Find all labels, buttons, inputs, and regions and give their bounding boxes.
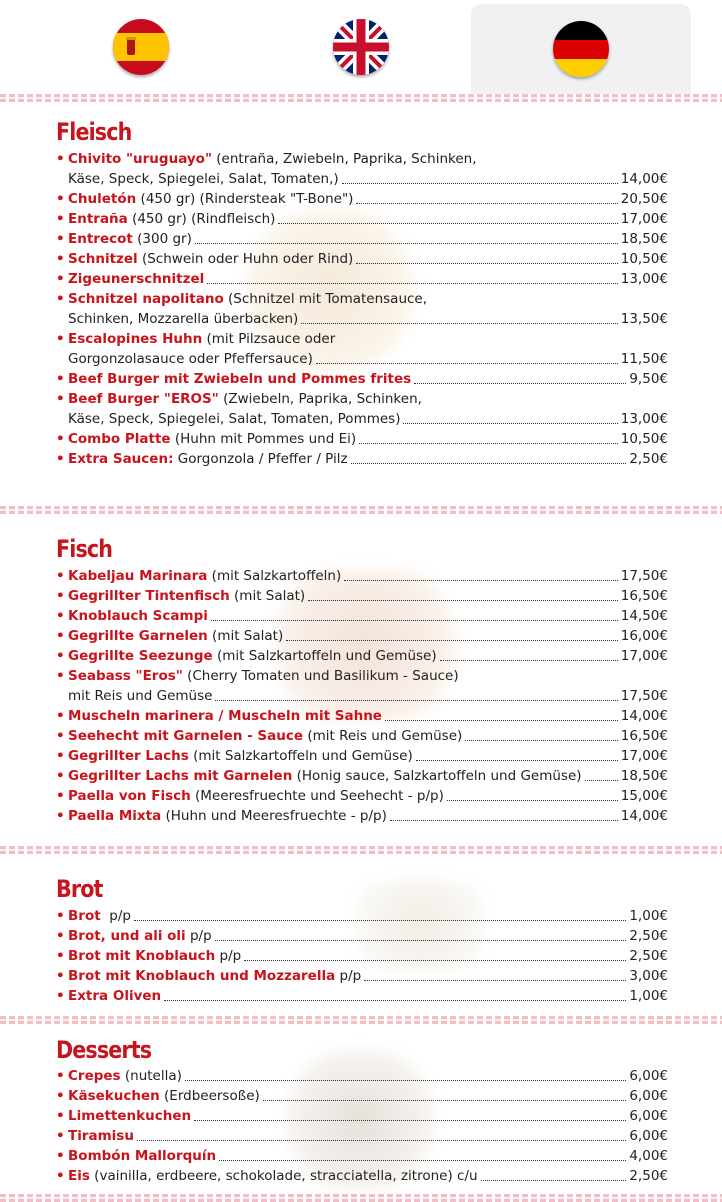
item-description: (nutella) (120, 1068, 182, 1084)
bullet-icon: • (56, 928, 65, 944)
dot-leader (244, 960, 626, 961)
item-price: 10,50€ (620, 251, 668, 267)
dot-leader (585, 780, 618, 781)
item-name: Käsekuchen (68, 1088, 160, 1104)
bullet-icon: • (56, 331, 65, 347)
decorative-band (0, 846, 722, 854)
menu-item (56, 449, 668, 469)
dot-leader (414, 383, 626, 384)
germany-flag-icon (553, 21, 609, 77)
menu-item (56, 766, 668, 786)
item-price: 4,00€ (629, 1148, 668, 1164)
menu-item (56, 726, 668, 746)
bullet-icon: • (56, 231, 65, 247)
bullet-icon: • (56, 768, 65, 784)
item-description: (entraña, Zwiebeln, Paprika, Schinken, (212, 151, 477, 167)
item-name: Beef Burger mit Zwiebeln und Pommes frites (68, 371, 412, 387)
item-name: Seabass "Eros" (68, 668, 183, 684)
menu-item (56, 229, 668, 249)
bullet-icon: • (56, 708, 65, 724)
bullet-icon: • (56, 151, 65, 167)
item-price: 3,00€ (629, 968, 668, 984)
menu-item (56, 566, 668, 586)
item-name: Chuletón (68, 191, 137, 207)
dot-leader (207, 283, 617, 284)
item-description: (mit Salzkartoffeln) (207, 568, 342, 584)
item-description: (450 gr) (Rindfleisch) (127, 211, 276, 227)
menu-item (56, 906, 668, 926)
tab-english[interactable] (251, 0, 471, 94)
dot-leader (440, 660, 618, 661)
tab-german[interactable] (471, 4, 691, 94)
item-price: 11,50€ (620, 351, 668, 367)
item-name: Limettenkuchen (68, 1108, 192, 1124)
item-name: Extra Saucen: (68, 451, 174, 467)
language-tabs (0, 0, 722, 94)
menu-item (56, 626, 668, 646)
item-name: Eis (68, 1168, 90, 1184)
bullet-icon: • (56, 391, 65, 407)
dot-leader (359, 443, 618, 444)
item-name: Gegrillte Seezunge (68, 648, 213, 664)
item-description: (300 gr) (132, 231, 192, 247)
section-title-desserts: Desserts (56, 1036, 152, 1064)
item-price: 1,00€ (629, 988, 668, 1004)
item-name: Entraña (68, 211, 128, 227)
menu-item (56, 646, 668, 666)
menu-item (56, 1126, 668, 1146)
item-price: 9,50€ (629, 371, 668, 387)
menu-item (56, 746, 668, 766)
item-description: (Huhn mit Pommes und Ei) (170, 431, 357, 447)
item-name: Tiramisu (68, 1128, 134, 1144)
bullet-icon: • (56, 568, 65, 584)
menu-item (56, 1066, 668, 1086)
dot-leader (351, 463, 627, 464)
item-name: Muscheln marinera / Muscheln mit Sahne (68, 708, 382, 724)
bullet-icon: • (56, 1108, 65, 1124)
item-name: Zigeunerschnitzel (68, 271, 205, 287)
item-description: (Schwein oder Huhn oder Rind) (137, 251, 354, 267)
menu-item (56, 806, 668, 826)
bullet-icon: • (56, 988, 65, 1004)
bullet-icon: • (56, 191, 65, 207)
item-name: Bombón Mallorquín (68, 1148, 217, 1164)
bullet-icon: • (56, 908, 65, 924)
item-description: (mit Pilzsauce oder (202, 331, 336, 347)
item-price: 6,00€ (629, 1108, 668, 1124)
item-description: p/p (215, 948, 242, 964)
menu-item (56, 269, 668, 289)
item-price: 17,00€ (620, 211, 668, 227)
item-description-continued: mit Reis und Gemüse (68, 688, 213, 704)
bullet-icon: • (56, 628, 65, 644)
item-name: Gegrillter Tintenfisch (68, 588, 230, 604)
item-price: 1,00€ (629, 908, 668, 924)
bullet-icon: • (56, 948, 65, 964)
item-price: 2,50€ (629, 948, 668, 964)
menu-item (56, 1106, 668, 1126)
dot-leader (390, 820, 618, 821)
item-price: 13,00€ (620, 271, 668, 287)
section-title-brot: Brot (56, 875, 103, 903)
item-description: (Meeresfruechte und Seehecht - p/p) (190, 788, 444, 804)
dot-leader (185, 1080, 626, 1081)
dot-leader (134, 920, 626, 921)
dot-leader (481, 1180, 627, 1181)
dot-leader (215, 940, 627, 941)
dot-leader (164, 1000, 626, 1001)
bullet-icon: • (56, 728, 65, 744)
item-description: (mit Reis und Gemüse) (303, 728, 463, 744)
item-price: 17,00€ (620, 648, 668, 664)
menu-item (56, 149, 668, 189)
item-price: 18,50€ (620, 768, 668, 784)
bullet-icon: • (56, 1068, 65, 1084)
item-description: (mit Salzkartoffeln und Gemüse) (212, 648, 437, 664)
item-price: 6,00€ (629, 1068, 668, 1084)
dot-leader (364, 980, 626, 981)
bullet-icon: • (56, 451, 65, 467)
menu-item (56, 429, 668, 449)
dot-leader (316, 363, 618, 364)
item-description: (Huhn und Meeresfruechte - p/p) (161, 808, 387, 824)
menu-item (56, 706, 668, 726)
item-price: 6,00€ (629, 1128, 668, 1144)
menu-item (56, 666, 668, 706)
item-description: Gorgonzola / Pfeffer / Pilz (173, 451, 348, 467)
menu-item (56, 249, 668, 269)
bullet-icon: • (56, 788, 65, 804)
item-price: 10,50€ (620, 431, 668, 447)
menu-item (56, 986, 668, 1006)
item-name: Schnitzel (68, 251, 138, 267)
item-description: (Erdbeersoße) (159, 1088, 260, 1104)
item-description: p/p (100, 908, 131, 924)
item-description: (mit Salat) (229, 588, 306, 604)
bullet-icon: • (56, 1148, 65, 1164)
dot-leader (344, 580, 617, 581)
bullet-icon: • (56, 211, 65, 227)
item-name: Escalopines Huhn (68, 331, 203, 347)
dot-leader (447, 800, 618, 801)
item-name: Gegrillter Lachs mit Garnelen (68, 768, 293, 784)
bullet-icon: • (56, 371, 65, 387)
item-name: Gegrillte Garnelen (68, 628, 208, 644)
bullet-icon: • (56, 1088, 65, 1104)
item-description: (vainilla, erdbeere, schokolade, stracciatella, zitrone) c/u (89, 1168, 478, 1184)
item-name: Seehecht mit Garnelen - Sauce (68, 728, 304, 744)
item-price: 18,50€ (620, 231, 668, 247)
menu-item (56, 1166, 668, 1186)
bullet-icon: • (56, 968, 65, 984)
dot-leader (215, 700, 617, 701)
menu-item (56, 946, 668, 966)
dot-leader (416, 760, 618, 761)
menu-item (56, 1086, 668, 1106)
decorative-band (0, 94, 722, 102)
bullet-icon: • (56, 808, 65, 824)
item-name: Paella Mixta (68, 808, 162, 824)
item-description: (mit Salat) (207, 628, 284, 644)
item-price: 14,00€ (620, 708, 668, 724)
menu-item (56, 1146, 668, 1166)
item-description: p/p (335, 968, 362, 984)
item-price: 14,00€ (620, 171, 668, 187)
dot-leader (263, 1100, 627, 1101)
bullet-icon: • (56, 648, 65, 664)
dot-leader (342, 183, 618, 184)
spain-flag-icon (113, 19, 169, 75)
dot-leader (308, 600, 618, 601)
item-name: Brot mit Knoblauch und Mozzarella (68, 968, 336, 984)
item-price: 15,00€ (620, 788, 668, 804)
bullet-icon: • (56, 748, 65, 764)
item-name: Gegrillter Lachs (68, 748, 189, 764)
item-description: (450 gr) (Rindersteak "T-Bone") (136, 191, 354, 207)
dot-leader (465, 740, 617, 741)
menu-item (56, 926, 668, 946)
item-price: 14,00€ (620, 808, 668, 824)
item-name: Knoblauch Scampi (68, 608, 208, 624)
item-name: Schnitzel napolitano (68, 291, 224, 307)
item-name: Kabeljau Marinara (68, 568, 208, 584)
item-price: 17,50€ (620, 688, 668, 704)
dot-leader (301, 323, 617, 324)
item-name: Extra Oliven (68, 988, 162, 1004)
dot-leader (194, 1120, 626, 1121)
dot-leader (356, 263, 617, 264)
item-name: Paella von Fisch (68, 788, 191, 804)
dot-leader (219, 1160, 626, 1161)
menu-item (56, 189, 668, 209)
item-name: Brot, und ali oli (68, 928, 186, 944)
item-price: 14,50€ (620, 608, 668, 624)
item-price: 17,50€ (620, 568, 668, 584)
item-description: (mit Salzkartoffeln und Gemüse) (188, 748, 413, 764)
section-title-fleisch: Fleisch (56, 118, 132, 146)
uk-flag-icon (333, 19, 389, 75)
item-name: Brot (68, 908, 101, 924)
menu-item (56, 369, 668, 389)
dot-leader (403, 423, 617, 424)
item-description: (Zwiebeln, Paprika, Schinken, (218, 391, 422, 407)
item-description: (Cherry Tomaten und Basilikum - Sauce) (182, 668, 459, 684)
item-description: (Schnitzel mit Tomatensauce, (223, 291, 428, 307)
dot-leader (211, 620, 618, 621)
bullet-icon: • (56, 668, 65, 684)
menu-item (56, 786, 668, 806)
dot-leader (356, 203, 617, 204)
item-price: 13,50€ (620, 311, 668, 327)
dot-leader (278, 223, 617, 224)
item-description: p/p (185, 928, 212, 944)
item-price: 16,00€ (620, 628, 668, 644)
bullet-icon: • (56, 291, 65, 307)
bullet-icon: • (56, 608, 65, 624)
section-title-fisch: Fisch (56, 535, 113, 563)
decorative-band (0, 1194, 722, 1202)
bullet-icon: • (56, 1168, 65, 1184)
bullet-icon: • (56, 588, 65, 604)
bullet-icon: • (56, 1128, 65, 1144)
decorative-band (0, 1016, 722, 1024)
item-price: 2,50€ (629, 451, 668, 467)
dot-leader (195, 243, 618, 244)
tab-spanish[interactable] (31, 0, 251, 94)
item-description-continued: Schinken, Mozzarella überbacken) (68, 311, 299, 327)
item-price: 16,50€ (620, 588, 668, 604)
item-name: Brot mit Knoblauch (68, 948, 216, 964)
item-name: Entrecot (68, 231, 133, 247)
item-description-continued: Käse, Speck, Spiegelei, Salat, Tomaten, Pommes) (68, 411, 401, 427)
menu-item (56, 586, 668, 606)
dot-leader (137, 1140, 626, 1141)
menu-item (56, 329, 668, 369)
bullet-icon: • (56, 251, 65, 267)
item-price: 20,50€ (620, 191, 668, 207)
item-price: 17,00€ (620, 748, 668, 764)
dot-leader (286, 640, 618, 641)
menu-item (56, 966, 668, 986)
item-name: Combo Platte (68, 431, 171, 447)
item-price: 16,50€ (620, 728, 668, 744)
item-price: 2,50€ (629, 928, 668, 944)
bullet-icon: • (56, 431, 65, 447)
item-name: Chivito "uruguayo" (68, 151, 212, 167)
item-description-continued: Käse, Speck, Spiegelei, Salat, Tomaten,) (68, 171, 339, 187)
menu-item (56, 389, 668, 429)
decorative-band (0, 506, 722, 514)
item-price: 13,00€ (620, 411, 668, 427)
item-description: (Honig sauce, Salzkartoffeln und Gemüse) (292, 768, 582, 784)
item-description-continued: Gorgonzolasauce oder Pfeffersauce) (68, 351, 313, 367)
menu-item (56, 289, 668, 329)
item-name: Beef Burger "EROS" (68, 391, 219, 407)
bullet-icon: • (56, 271, 65, 287)
menu-item (56, 209, 668, 229)
item-price: 2,50€ (629, 1168, 668, 1184)
item-name: Crepes (68, 1068, 121, 1084)
dot-leader (385, 720, 618, 721)
item-price: 6,00€ (629, 1088, 668, 1104)
menu-item (56, 606, 668, 626)
